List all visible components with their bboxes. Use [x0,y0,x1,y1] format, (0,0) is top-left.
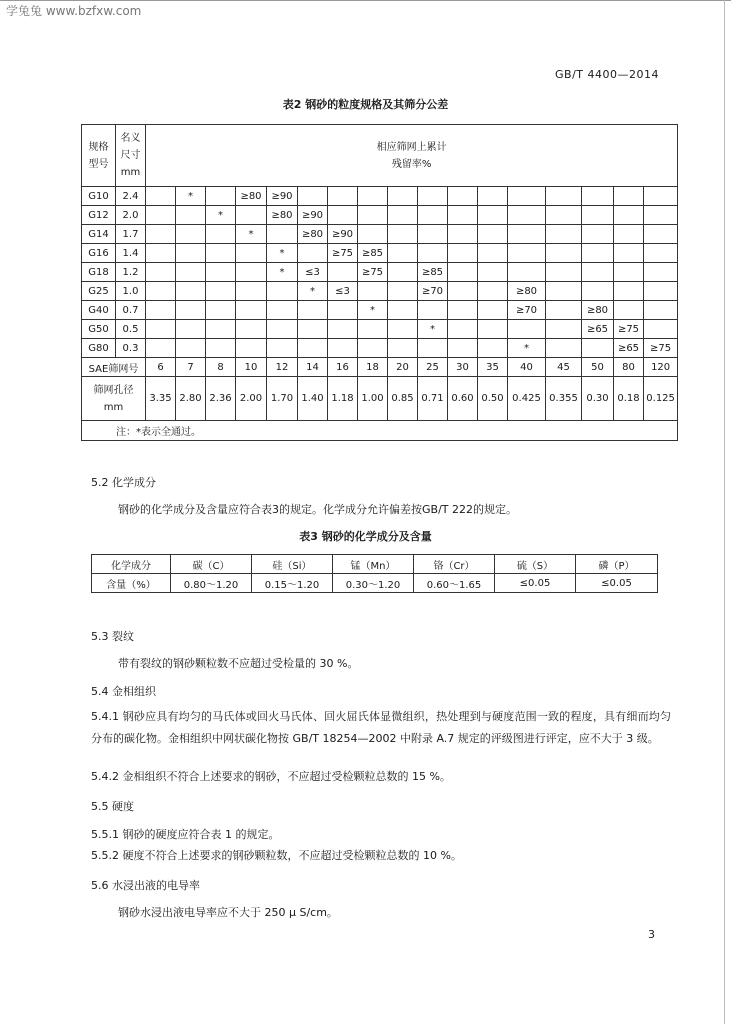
retention-cell [508,320,546,339]
section-5-5-2-text: 5.5.2 硬度不符合上述要求的钢砂颗粒数，不应超过受检颗粒总数的 10 %。 [91,849,462,862]
retention-cell [448,187,478,206]
retention-cell [508,263,546,282]
retention-cell: ≥75 [644,339,678,358]
grade-cell: G14 [82,225,116,244]
sae-cell: 7 [176,358,206,377]
table3-header-cell: 碳（C） [171,555,252,574]
top-rule [0,0,731,1]
sae-cell: 10 [236,358,267,377]
aperture-cell: 0.85 [388,377,418,421]
retention-cell [146,282,176,301]
retention-cell [388,263,418,282]
retention-cell [358,225,388,244]
retention-cell [644,244,678,263]
table2-row [82,187,678,206]
retention-cell: ≥65 [582,320,614,339]
retention-cell [236,320,267,339]
retention-cell [146,187,176,206]
sae-cell: 14 [298,358,328,377]
retention-cell: ≥90 [267,187,298,206]
retention-cell: * [358,301,388,320]
retention-cell [358,339,388,358]
retention-header: 相应筛网上累计残留率% [146,125,678,187]
size-cell: 1.7 [116,225,146,244]
retention-cell [448,339,478,358]
retention-cell [206,244,236,263]
retention-cell [448,244,478,263]
retention-cell [176,225,206,244]
retention-cell [478,206,508,225]
retention-cell [644,206,678,225]
retention-cell [388,244,418,263]
retention-cell [582,244,614,263]
retention-cell [418,206,448,225]
retention-cell [267,339,298,358]
retention-cell: ≥80 [267,206,298,225]
retention-cell [146,225,176,244]
table3-value-cell: 0.15～1.20 [252,574,333,593]
retention-cell [176,339,206,358]
retention-cell [388,339,418,358]
retention-cell [267,282,298,301]
retention-cell [206,301,236,320]
retention-cell [206,187,236,206]
page-number: 3 [648,928,655,941]
sae-cell: 80 [614,358,644,377]
retention-cell: * [298,282,328,301]
retention-cell [146,206,176,225]
retention-cell [206,320,236,339]
retention-cell: ≥75 [358,263,388,282]
retention-cell [478,225,508,244]
retention-cell [298,320,328,339]
retention-cell [448,282,478,301]
retention-cell [644,225,678,244]
retention-cell [582,187,614,206]
retention-cell [546,187,582,206]
table2-row [82,282,678,301]
section-5-3-heading: 5.3 裂纹 [91,630,134,643]
retention-cell [582,206,614,225]
retention-cell: ≥85 [358,244,388,263]
grade-cell: G16 [82,244,116,263]
grade-cell: G12 [82,206,116,225]
retention-cell [448,320,478,339]
retention-cell [478,263,508,282]
retention-cell [546,244,582,263]
aperture-cell: 0.30 [582,377,614,421]
retention-cell [582,339,614,358]
section-5-4-2-text: 5.4.2 金相组织不符合上述要求的钢砂，不应超过受检颗粒总数的 15 %。 [91,770,451,783]
retention-cell: ≥65 [614,339,644,358]
retention-cell [236,244,267,263]
sae-cell: 18 [358,358,388,377]
table3-value-cell: ≤0.05 [495,574,576,593]
section-5-3-text: 带有裂纹的钢砂颗粒数不应超过受检量的 30 %。 [118,657,359,670]
aperture-label: 筛网孔径mm [82,377,146,421]
retention-cell [267,301,298,320]
sae-row [82,358,678,377]
retention-cell [328,206,358,225]
aperture-cell: 0.18 [614,377,644,421]
table2-row [82,339,678,358]
section-5-4-1-text: 5.4.1 钢砂应具有均匀的马氏体或回火马氏体、回火屈氏体显微组织，热处理到与硬度范围一致的程度，具有细而均匀分布的碳化物。金相组织中网状碳化物按 GB/T 18254—2002 中附录 A.7 规定的评级图进行评定，应不大于 3 级。 [91,710,671,745]
retention-cell [176,244,206,263]
retention-cell [614,206,644,225]
retention-cell [582,263,614,282]
retention-cell [206,263,236,282]
sae-cell: 30 [448,358,478,377]
retention-cell: * [267,244,298,263]
section-5-5-1-text: 5.5.1 钢砂的硬度应符合表 1 的规定。 [91,828,280,841]
retention-cell [418,339,448,358]
retention-cell [644,301,678,320]
retention-cell [448,301,478,320]
nominal-size-header: 名义尺寸mm [116,125,146,187]
watermark: 学兔兔 www.bzfxw.com [6,4,142,18]
table2-row [82,320,678,339]
retention-cell [298,187,328,206]
retention-cell [298,339,328,358]
right-edge-line [724,0,725,1024]
retention-cell [146,301,176,320]
retention-cell [146,263,176,282]
aperture-cell: 2.36 [206,377,236,421]
aperture-cell: 1.70 [267,377,298,421]
retention-cell [236,263,267,282]
retention-cell [358,206,388,225]
table3-header-cell: 硅（Si） [252,555,333,574]
size-cell: 2.0 [116,206,146,225]
retention-cell [388,301,418,320]
size-cell: 1.0 [116,282,146,301]
grade-cell: G25 [82,282,116,301]
retention-cell: * [418,320,448,339]
retention-cell: * [236,225,267,244]
table3-value-cell: ≤0.05 [576,574,658,593]
retention-cell: ≥80 [582,301,614,320]
aperture-cell: 0.355 [546,377,582,421]
retention-cell [614,263,644,282]
retention-cell [546,339,582,358]
retention-cell [328,187,358,206]
size-cell: 0.3 [116,339,146,358]
retention-cell [614,301,644,320]
retention-cell [146,244,176,263]
section-5-6-heading: 5.6 水浸出液的电导率 [91,879,200,892]
retention-cell [418,244,448,263]
grade-cell: G18 [82,263,116,282]
sae-cell: 16 [328,358,358,377]
retention-cell [418,301,448,320]
grade-cell: G10 [82,187,116,206]
grade-header: 规格型号 [82,125,116,187]
table2-caption: 表2 钢砂的粒度规格及其筛分公差 [282,98,449,111]
retention-cell [448,206,478,225]
retention-cell [206,225,236,244]
retention-cell [206,282,236,301]
retention-cell [546,282,582,301]
retention-cell [508,187,546,206]
size-cell: 2.4 [116,187,146,206]
aperture-cell: 3.35 [146,377,176,421]
sae-cell: 50 [582,358,614,377]
retention-cell [358,282,388,301]
retention-cell [644,320,678,339]
section-5-2-heading: 5.2 化学成分 [91,476,156,489]
retention-cell [328,339,358,358]
retention-cell: ≥70 [508,301,546,320]
aperture-cell: 2.00 [236,377,267,421]
retention-cell [478,187,508,206]
retention-cell [298,244,328,263]
grade-cell: G40 [82,301,116,320]
table2-row [82,301,678,320]
section-5-2-text: 钢砂的化学成分及含量应符合表3的规定。化学成分允许偏差按GB/T 222的规定。 [118,503,517,516]
retention-cell: ≥80 [236,187,267,206]
grade-cell: G80 [82,339,116,358]
retention-cell [448,225,478,244]
retention-cell [614,187,644,206]
standard-code: GB/T 4400—2014 [555,68,659,81]
sae-cell: 20 [388,358,418,377]
retention-cell [388,320,418,339]
retention-cell: ≥80 [508,282,546,301]
retention-cell: * [206,206,236,225]
retention-cell [418,187,448,206]
table3-value-cell: 0.60～1.65 [414,574,495,593]
retention-cell [388,282,418,301]
size-cell: 1.4 [116,244,146,263]
retention-cell: ≤3 [328,282,358,301]
aperture-cell: 2.80 [176,377,206,421]
retention-cell [358,320,388,339]
retention-cell [388,225,418,244]
table2-row [82,225,678,244]
retention-cell [582,282,614,301]
section-5-4-heading: 5.4 金相组织 [91,685,156,698]
retention-cell [546,206,582,225]
aperture-cell: 1.40 [298,377,328,421]
aperture-cell: 0.71 [418,377,448,421]
table2-row [82,244,678,263]
table3-value-cell: 0.80～1.20 [171,574,252,593]
retention-cell [478,339,508,358]
retention-cell [508,206,546,225]
note-row [82,421,678,441]
retention-cell [328,320,358,339]
table3-header-cell: 化学成分 [92,555,171,574]
retention-cell [418,225,448,244]
retention-cell [508,225,546,244]
retention-cell [236,206,267,225]
retention-cell [508,244,546,263]
size-cell: 0.7 [116,301,146,320]
retention-cell: ≥75 [614,320,644,339]
retention-cell [478,320,508,339]
retention-cell [546,320,582,339]
table3-header-cell: 铬（Cr） [414,555,495,574]
sae-cell: 35 [478,358,508,377]
retention-cell [176,301,206,320]
retention-cell [206,339,236,358]
retention-cell [176,206,206,225]
table3-header-cell: 硫（S） [495,555,576,574]
retention-cell [644,282,678,301]
retention-cell: * [508,339,546,358]
retention-cell: ≥85 [418,263,448,282]
sae-cell: 120 [644,358,678,377]
table2-row [82,263,678,282]
size-cell: 1.2 [116,263,146,282]
table3-value-cell: 含量（%） [92,574,171,593]
retention-cell [146,339,176,358]
retention-cell [176,282,206,301]
retention-cell [236,282,267,301]
retention-cell [388,187,418,206]
aperture-cell: 0.60 [448,377,478,421]
retention-cell: ≥75 [328,244,358,263]
retention-cell [478,244,508,263]
section-5-5-heading: 5.5 硬度 [91,800,134,813]
retention-cell [546,263,582,282]
retention-cell [236,301,267,320]
sae-cell: 12 [267,358,298,377]
retention-cell [546,225,582,244]
sae-cell: 25 [418,358,448,377]
retention-cell [328,301,358,320]
retention-cell: ≥90 [298,206,328,225]
table3-value-cell: 0.30～1.20 [333,574,414,593]
retention-cell [267,320,298,339]
retention-cell [358,187,388,206]
table3-caption: 表3 钢砂的化学成分及含量 [299,530,432,543]
retention-cell [236,339,267,358]
aperture-cell: 0.125 [644,377,678,421]
sae-cell: 6 [146,358,176,377]
retention-cell [644,187,678,206]
aperture-cell: 0.50 [478,377,508,421]
retention-cell [546,301,582,320]
retention-cell [298,301,328,320]
retention-cell: ≥90 [328,225,358,244]
retention-cell: ≤3 [298,263,328,282]
grade-cell: G50 [82,320,116,339]
retention-cell [267,225,298,244]
table3-header-cell: 锰（Mn） [333,555,414,574]
retention-cell: * [267,263,298,282]
sae-cell: 40 [508,358,546,377]
sae-cell: 45 [546,358,582,377]
retention-cell: * [176,187,206,206]
retention-cell [644,263,678,282]
retention-cell [614,225,644,244]
retention-cell [582,225,614,244]
retention-cell [614,282,644,301]
retention-cell [614,244,644,263]
retention-cell: ≥70 [418,282,448,301]
retention-cell [478,301,508,320]
sae-cell: 8 [206,358,236,377]
aperture-cell: 0.425 [508,377,546,421]
table2-note: 注：*表示全通过。 [82,421,678,441]
aperture-cell: 1.18 [328,377,358,421]
size-cell: 0.5 [116,320,146,339]
sae-label: SAE筛网号 [82,358,146,377]
aperture-row [82,377,678,421]
retention-cell [146,320,176,339]
retention-cell [388,206,418,225]
retention-cell [176,263,206,282]
retention-cell [328,263,358,282]
table3-header-cell: 磷（P） [576,555,658,574]
section-5-6-text: 钢砂水浸出液电导率应不大于 250 μ S/cm。 [118,906,338,919]
table3 [91,554,658,593]
table2-row [82,206,678,225]
retention-cell [448,263,478,282]
retention-cell [176,320,206,339]
retention-cell: ≥80 [298,225,328,244]
retention-cell [478,282,508,301]
aperture-cell: 1.00 [358,377,388,421]
table2 [81,124,678,441]
